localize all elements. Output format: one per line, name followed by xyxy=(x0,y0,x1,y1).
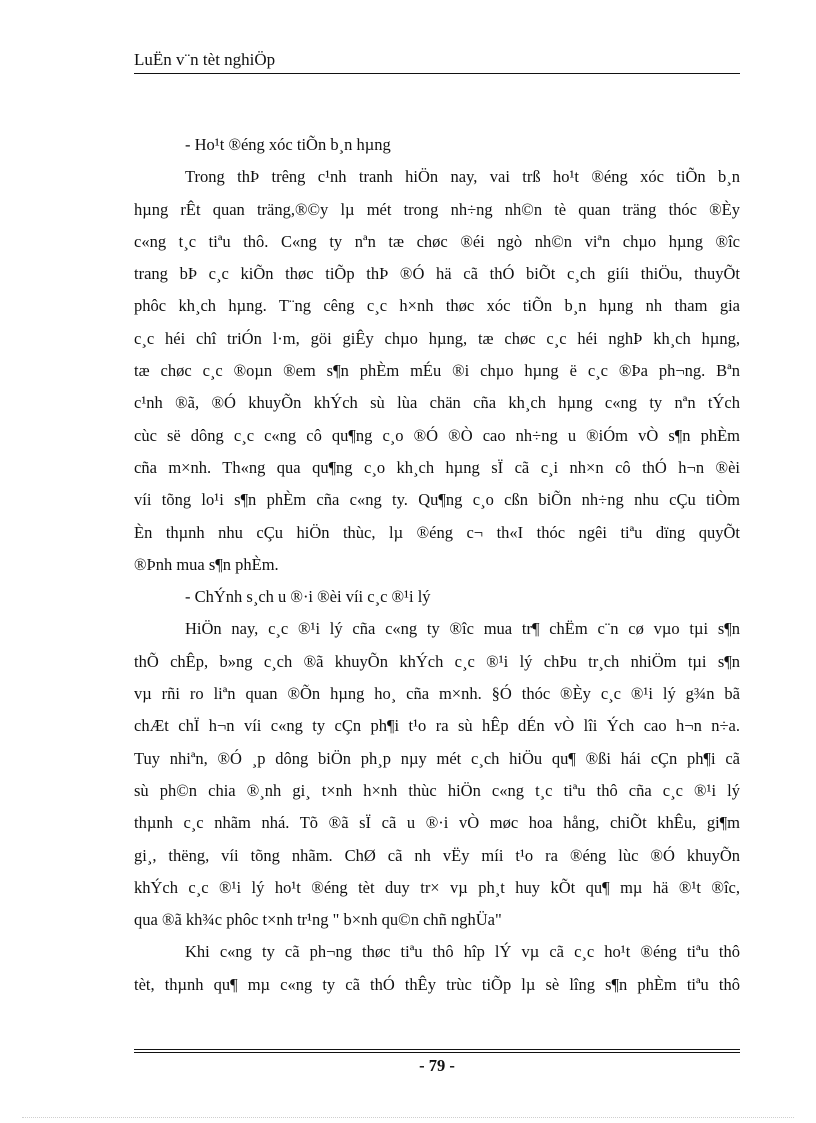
paragraph-line: chÆt chÏ h¬n víi c«ng ty cÇn ph¶i t¹o ra sù hÊp dÉn vÒ lîi Ých cao h¬n n÷a. xyxy=(134,716,740,736)
paragraph-line: tèt, thµnh qu¶ mµ c«ng ty cã thÓ thÊy trùc tiÕp lµ sè lîng s¶n phÈm tiªu thô xyxy=(134,974,740,994)
header-divider xyxy=(134,73,740,74)
paragraph-line: Trong thÞ trêng c¹nh tranh hiÖn nay, vai trß ho¹t ®éng xóc tiÕn b¸n xyxy=(185,167,740,187)
paragraph-line: c«ng t¸c tiªu thô. C«ng ty nªn tæ chøc ®éi ngò nh©n viªn chµo hµng ®îc xyxy=(134,231,740,251)
paragraph-line: víi tõng lo¹i s¶n phÈm cña c«ng ty. Qu¶ng c¸o cßn biÕn nh÷ng nhu cÇu tiÒm xyxy=(134,490,740,510)
paragraph-line: cña m×nh. Th«ng qua qu¶ng c¸o kh¸ch hµng sÏ cã c¸i nh×n cô thÓ h¬n ®èi xyxy=(134,457,740,477)
paragraph-line: thµnh c¸c nhãm nhá. Tõ ®ã sÏ cã u ®·i vÒ møc hoa hång, chiÕt khÊu, gi¶m xyxy=(134,813,740,833)
paragraph-line: tæ chøc c¸c ®oµn ®em s¶n phÈm mÉu ®i chµo hµng ë c¸c ®Þa ph¬ng. Bªn xyxy=(134,361,740,381)
running-header: LuËn v¨n tèt nghiÖp xyxy=(134,50,276,69)
paragraph-line: trang bÞ c¸c kiÕn thøc tiÕp thÞ ®Ó hä cã thÓ biÕt c¸ch giíi thiÖu, thuyÕt xyxy=(134,264,740,284)
footer-divider xyxy=(134,1049,740,1050)
paragraph-line: thÕ chÊp, b»ng c¸ch ®ã khuyÕn khÝch c¸c ®¹i lý chÞu tr¸ch nhiÖm tµi s¶n xyxy=(134,651,740,671)
paragraph-line: Khi c«ng ty cã ph¬ng thøc tiªu thô hîp lÝ vµ cã c¸c ho¹t ®éng tiªu thô xyxy=(185,942,740,962)
paragraph-line: cùc së dông c¸c c«ng cô qu¶ng c¸o ®Ó ®Ò cao nh÷ng u ®iÓm vÒ s¶n phÈm xyxy=(134,425,740,445)
paragraph-line: qua ®ã kh¾c phôc t×nh tr¹ng " b×nh qu©n chñ nghÜa" xyxy=(134,910,502,930)
section-heading: - ChÝnh s¸ch u ®·i ®èi víi c¸c ®¹i lý xyxy=(185,587,431,607)
paragraph-line: phôc kh¸ch hµng. T¨ng cêng c¸c h×nh thøc xóc tiÕn b¸n hµng nh tham gia xyxy=(134,296,740,316)
page-number: - 79 - xyxy=(419,1056,455,1075)
paragraph-line: sù ph©n chia ®¸nh gi¸ t×nh h×nh thùc hiÖn c«ng t¸c tiªu thô cña c¸c ®¹i lý xyxy=(134,780,740,800)
paragraph-line: Èn thµnh nhu cÇu hiÖn thùc, lµ ®éng c¬ th«I thóc ngêi tiªu dïng quyÕt xyxy=(134,522,740,542)
paragraph-line: khÝch c¸c ®¹i lý ho¹t ®éng tèt duy tr× vµ ph¸t huy kÕt qu¶ mµ hä ®¹t ®îc, xyxy=(134,877,740,897)
section-heading: - Ho¹t ®éng xóc tiÕn b¸n hµng xyxy=(185,135,391,154)
paragraph-line: ®Þnh mua s¶n phÈm. xyxy=(134,554,279,574)
paragraph-line: gi¸, thëng, víi tõng nhãm. ChØ cã nh vËy míi t¹o ra ®éng lùc ®Ó khuyÕn xyxy=(134,845,740,865)
paragraph-line: vµ rñi ro liªn quan ®Õn hµng ho¸ cña m×nh. §Ó thóc ®Èy c¸c ®¹i lý g¾n bã xyxy=(134,684,740,704)
page-edge xyxy=(22,1117,794,1118)
paragraph-line: c¸c héi chî triÓn l·m, göi giÊy chµo hµng, tæ chøc c¸c héi nghÞ kh¸ch hµng, xyxy=(134,328,740,348)
footer-divider xyxy=(134,1052,740,1053)
paragraph-line: hµng rÊt quan träng,®©y lµ mét trong nh÷ng nh©n tè quan träng thóc ®Èy xyxy=(134,199,740,219)
paragraph-line: HiÖn nay, c¸c ®¹i lý cña c«ng ty ®îc mua tr¶ chËm c¨n cø vµo tµi s¶n xyxy=(185,619,740,639)
body-text xyxy=(134,131,740,1003)
paragraph-line: c¹nh ®ã, ®Ó khuyÕn khÝch sù lùa chän cña kh¸ch hµng c«ng ty nªn tÝch xyxy=(134,393,740,413)
paragraph-line: Tuy nhiªn, ®Ó ¸p dông biÖn ph¸p nµy mét c¸ch hiÖu qu¶ ®ßi hái cÇn ph¶i cã xyxy=(134,748,740,768)
